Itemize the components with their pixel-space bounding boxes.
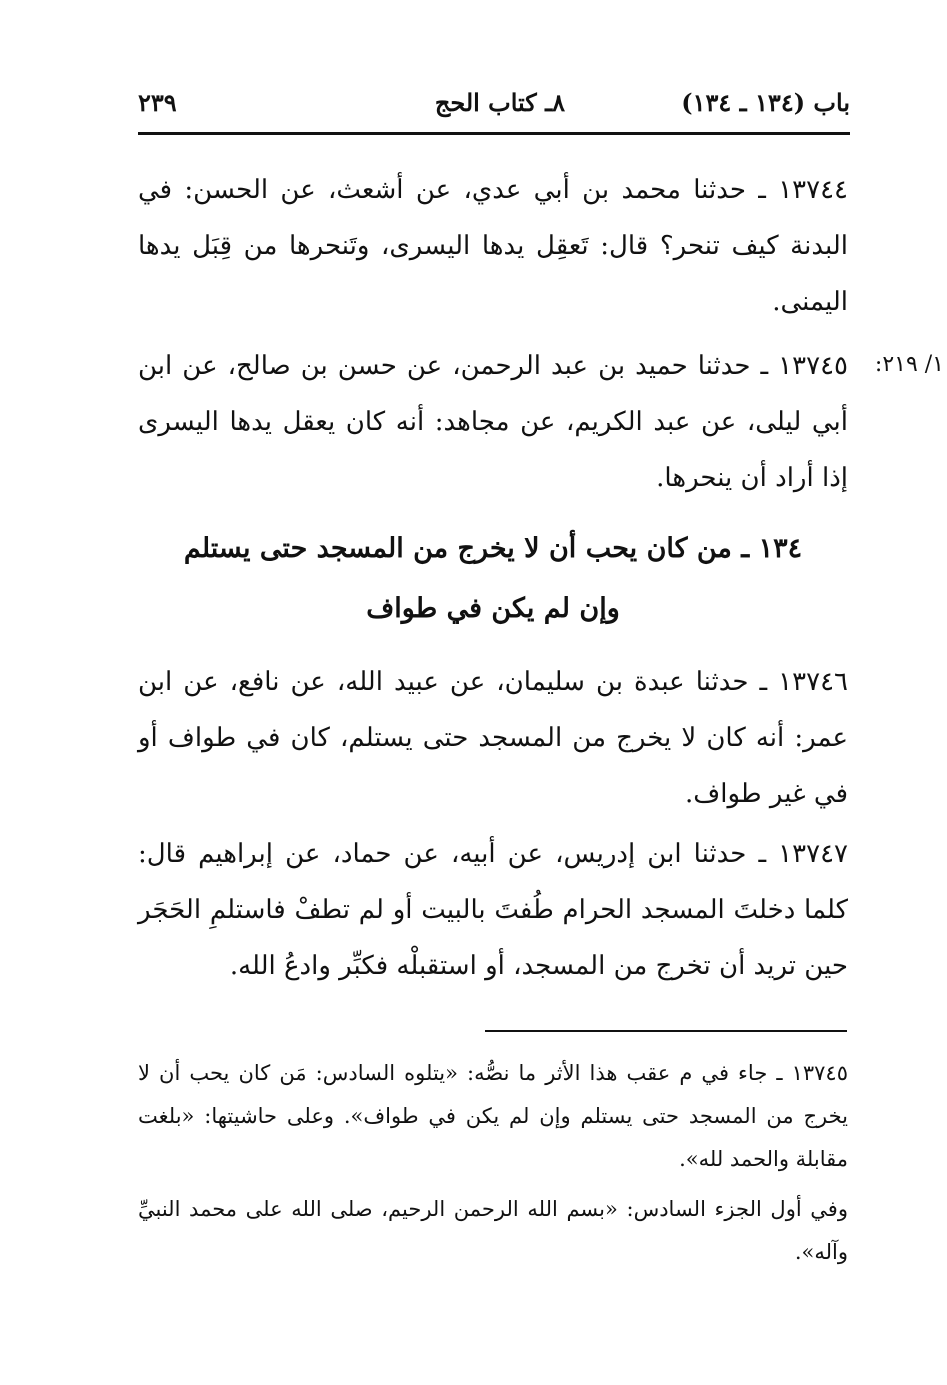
header-rule bbox=[138, 132, 850, 135]
hadith-13747: ١٣٧٤٧ ـ حدثنا ابن إدريس، عن أبيه، عن حماد، عن إبراهيم قال: كلما دخلتَ المسجد الحرام طُفتَ بالبيت أو لم تطفْ فاستلمِ الحَجَر حين تريد أن تخرج من المسجد، أو استقبلْه فكبِّر وادعُ الله. bbox=[138, 839, 848, 981]
margin-reference: ١/ ٢١٩: bbox=[874, 352, 944, 377]
section-heading-line1: ١٣٤ ـ من كان يحب أن لا يخرج من المسجد حتى يستلم bbox=[183, 533, 803, 564]
page-number: ٢٣٩ bbox=[138, 88, 177, 117]
footnote-rule bbox=[485, 1030, 847, 1032]
footnote-volume-six: وفي أول الجزء السادس: «بسم الله الرحمن الرحيم، صلى الله على محمد النبيِّ وآله». bbox=[138, 1197, 848, 1264]
running-header bbox=[138, 88, 850, 128]
section-heading-line2: وإن لم يكن في طواف bbox=[366, 593, 620, 624]
footnote-13745: ١٣٧٤٥ ـ جاء في م عقب هذا الأثر ما نصُّه: «يتلوه السادس: مَن كان يحب أن لا يخرج من المسجد حتى يستلم وإن لم يكن في طواف». وعلى حاشيتها: «بلغت مقابلة والحمد لله». bbox=[138, 1061, 848, 1171]
hadith-13746: ١٣٧٤٦ ـ حدثنا عبدة بن سليمان، عن عبيد الله، عن نافع، عن ابن عمر: أنه كان لا يخرج من المسجد حتى يستلم، كان في طواف أو في غير طواف. bbox=[138, 667, 848, 809]
hadith-13745: ١٣٧٤٥ ـ حدثنا حميد بن عبد الرحمن، عن حسن بن صالح، عن ابن أبي ليلى، عن عبد الكريم، عن مجاهد: أنه كان يعقل يدها اليسرى إذا أراد أن ينحرها. bbox=[138, 351, 848, 493]
chapter-range: باب (١٣٤ ـ ١٣٤) bbox=[681, 88, 850, 117]
book-title: ٨ـ كتاب الحج bbox=[434, 88, 565, 117]
hadith-13744: ١٣٧٤٤ ـ حدثنا محمد بن أبي عدي، عن أشعث، عن الحسن: في البدنة كيف تنحر؟ قال: تَعقِل يدها اليسرى، وتَنحرها من قِبَل يدها اليمنى. bbox=[138, 175, 849, 317]
